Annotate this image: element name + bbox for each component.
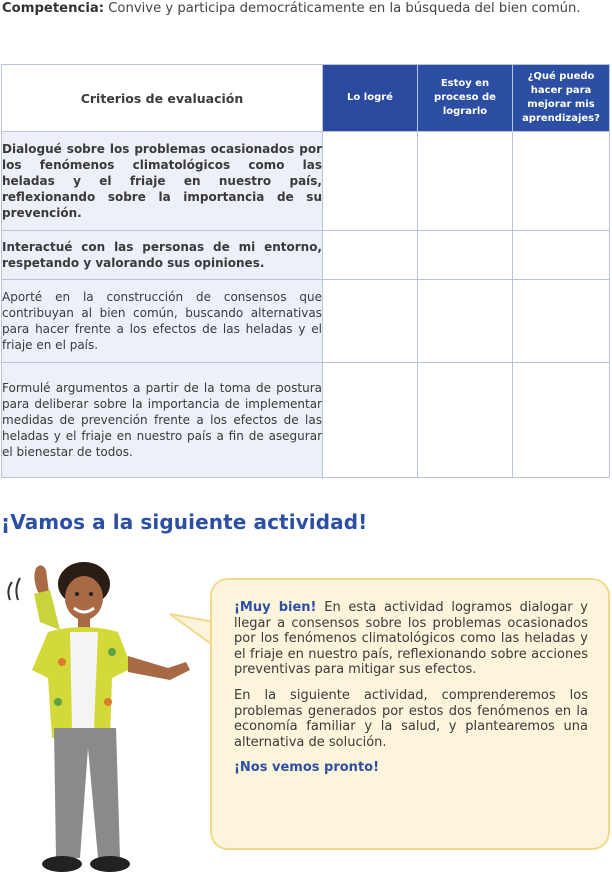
criterion-4: Formulé argumentos a partir de la toma de postura para deliberar sobre la importancia de implementar medidas de prevención frente a los efectos de las heladas y el friaje en nuestro país a fin de asegurar el bienestar de todos.: [2, 363, 323, 478]
cell-en-proceso[interactable]: [418, 363, 513, 478]
section-title: ¡Vamos a la siguiente actividad!: [1, 510, 368, 534]
competencia-statement: [2, 0, 610, 18]
evaluation-table: [1, 64, 610, 478]
cell-lo-logre[interactable]: [323, 363, 418, 478]
bubble-paragraph-1: [234, 600, 588, 678]
criterion-2: Interactué con las personas de mi entorno, respetando y valorando sus opiniones.: [2, 231, 323, 280]
cell-en-proceso[interactable]: [418, 132, 513, 231]
table-row: [2, 280, 610, 363]
cell-mejorar[interactable]: [513, 363, 610, 478]
speech-bubble: [210, 578, 610, 850]
bubble-highlight-muy-bien: ¡Muy bien!: [234, 600, 317, 615]
header-en-proceso: Estoy en proceso de lograrlo: [418, 65, 513, 132]
bubble-highlight-nos-vemos: ¡Nos vemos pronto!: [234, 760, 380, 776]
competencia-text: Convive y participa democráticamente en la búsqueda del bien común.: [104, 1, 581, 16]
bubble-text-1: En esta actividad logramos dialogar y llegar a consensos sobre los problemas ocasionados por los fenómenos climatológicos como las heladas y el friaje en nuestro país, reflexionando sobre acciones preventivas para mitigar sus efectos.: [234, 600, 588, 678]
cell-mejorar[interactable]: [513, 231, 610, 280]
cell-mejorar[interactable]: [513, 280, 610, 363]
header-mejorar: ¿Qué puedo hacer para mejorar mis aprendizajes?: [513, 65, 610, 132]
cell-mejorar[interactable]: [513, 132, 610, 231]
cell-en-proceso[interactable]: [418, 231, 513, 280]
cell-lo-logre[interactable]: [323, 231, 418, 280]
header-lo-logre: Lo logré: [323, 65, 418, 132]
competencia-label: Competencia:: [2, 1, 105, 16]
cell-lo-logre[interactable]: [323, 132, 418, 231]
cell-lo-logre[interactable]: [323, 280, 418, 363]
criterion-3: Aporté en la construcción de consensos que contribuyan al bien común, buscando alternativas para hacer frente a los efectos de las heladas y el friaje en el país.: [2, 280, 323, 363]
bubble-paragraph-3: [234, 760, 588, 776]
table-row: [2, 231, 610, 280]
cell-en-proceso[interactable]: [418, 280, 513, 363]
table-row: [2, 363, 610, 478]
student-illustration-icon: [0, 552, 200, 887]
criterion-1: Dialogué sobre los problemas ocasionados por los fenómenos climatológicos como las heladas y el friaje en nuestro país, reflexionando sobre la importancia de su prevención.: [2, 132, 323, 231]
bubble-paragraph-2: En la siguiente actividad, comprenderemos los problemas generados por estos dos fenómenos en la economía familiar y la salud, y plantearemos una alternativa de solución.: [234, 687, 588, 750]
table-header-row: [2, 65, 610, 132]
header-criteria: Criterios de evaluación: [2, 65, 323, 132]
table-row: [2, 132, 610, 231]
